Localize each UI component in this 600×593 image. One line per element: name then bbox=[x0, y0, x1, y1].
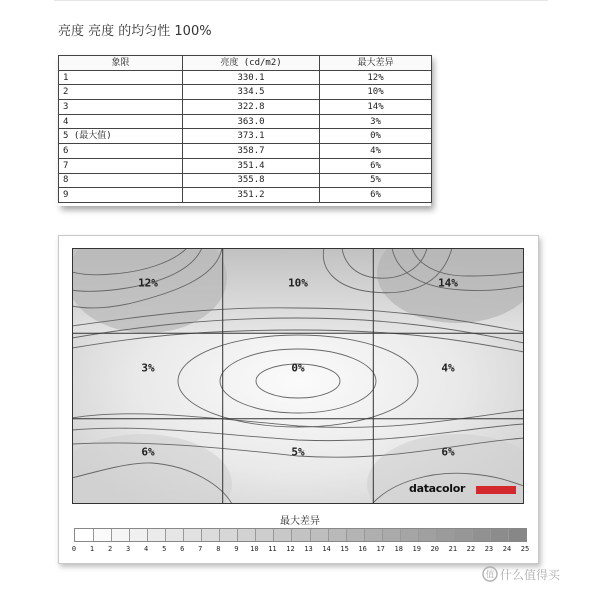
luminance-cell: 351.2 bbox=[183, 188, 320, 203]
datacolor-logo-text: datacolor bbox=[409, 482, 466, 495]
quadrant-cell: 1 bbox=[59, 70, 183, 85]
scale-tick-label: 7 bbox=[198, 545, 203, 553]
scale-swatch bbox=[310, 529, 329, 541]
luminance-table bbox=[58, 55, 432, 203]
cell-label-4: 3% bbox=[141, 361, 155, 375]
scale-swatch bbox=[111, 529, 130, 541]
quadrant-cell: 2 bbox=[59, 85, 183, 100]
scale-tick-label: 23 bbox=[484, 545, 494, 553]
table-row bbox=[59, 100, 432, 115]
scale-tick-label: 4 bbox=[144, 545, 149, 553]
page-title: 亮度 亮度 的均匀性 100% bbox=[58, 24, 212, 39]
quadrant-cell: 6 bbox=[59, 144, 183, 159]
scale-swatch bbox=[255, 529, 274, 541]
table-row bbox=[59, 114, 432, 129]
top-divider bbox=[54, 0, 548, 1]
scale-swatch bbox=[273, 529, 292, 541]
table-row bbox=[59, 144, 432, 159]
diff-cell: 4% bbox=[320, 144, 432, 159]
scale-swatch bbox=[165, 529, 184, 541]
watermark-text: 什么值得买 bbox=[500, 568, 561, 582]
luminance-cell: 322.8 bbox=[183, 100, 320, 115]
scale-tick-label: 13 bbox=[304, 545, 313, 553]
scale-swatch bbox=[201, 529, 220, 541]
luminance-cell: 334.5 bbox=[183, 85, 320, 100]
diff-cell: 12% bbox=[320, 70, 432, 85]
scale-swatch bbox=[454, 529, 473, 541]
scale-swatch bbox=[147, 529, 166, 541]
luminance-cell: 355.8 bbox=[183, 173, 320, 188]
scale-tick-label: 22 bbox=[466, 545, 476, 553]
table-row bbox=[59, 70, 432, 85]
scale-tick-label: 1 bbox=[89, 545, 95, 553]
scale-tick-label: 8 bbox=[216, 545, 221, 553]
cell-label-7: 6% bbox=[141, 445, 155, 459]
quadrant-cell: 3 bbox=[59, 100, 183, 115]
scale-swatch bbox=[418, 529, 437, 541]
scale-tick-label: 25 bbox=[520, 545, 530, 553]
scale-swatch bbox=[129, 529, 148, 541]
scale-swatch bbox=[382, 529, 401, 541]
cell-label-6: 4% bbox=[441, 361, 455, 375]
scale-swatch bbox=[490, 529, 509, 541]
table-row bbox=[59, 129, 432, 144]
scale-tick-label: 2 bbox=[107, 545, 113, 553]
luminance-cell: 358.7 bbox=[183, 144, 320, 159]
table-row bbox=[59, 158, 432, 173]
cell-label-8: 5% bbox=[291, 445, 305, 459]
scale-swatch bbox=[508, 529, 527, 541]
cell-label-3: 14% bbox=[438, 276, 458, 290]
scale-tick-label: 20 bbox=[430, 545, 440, 553]
quadrant-cell: 9 bbox=[59, 188, 183, 203]
scale-swatch bbox=[93, 529, 112, 541]
scale-tick-label: 16 bbox=[358, 545, 367, 553]
diff-cell: 3% bbox=[320, 114, 432, 129]
diff-cell: 5% bbox=[320, 173, 432, 188]
cell-label-9: 6% bbox=[441, 445, 455, 459]
scale-tick-label: 15 bbox=[340, 545, 349, 553]
scale-swatch bbox=[436, 529, 455, 541]
diff-cell: 14% bbox=[320, 100, 432, 115]
scale-tick-label: 19 bbox=[412, 545, 421, 553]
scale-tick-label: 21 bbox=[448, 545, 458, 553]
scale-tick-label: 5 bbox=[162, 545, 167, 553]
scale-tick-label: 24 bbox=[502, 545, 512, 553]
scale-swatch bbox=[237, 529, 256, 541]
scale-swatch bbox=[400, 529, 419, 541]
scale-swatch bbox=[346, 529, 365, 541]
zhi-logo-icon bbox=[482, 566, 498, 582]
scale-swatch bbox=[328, 529, 347, 541]
scale-tick-label: 9 bbox=[234, 545, 239, 553]
header-luminance: 亮度 (cd/m2) bbox=[183, 56, 320, 71]
scale-swatch bbox=[472, 529, 491, 541]
difference-scale-bar bbox=[74, 528, 527, 542]
scale-tick-label: 12 bbox=[286, 545, 295, 553]
quadrant-cell: 4 bbox=[59, 114, 183, 129]
scale-tick-label: 18 bbox=[394, 545, 403, 553]
scale-tick-label: 14 bbox=[322, 545, 331, 553]
scale-swatch bbox=[183, 529, 202, 541]
datacolor-logo-bar bbox=[476, 486, 516, 494]
cell-label-2: 10% bbox=[288, 276, 308, 290]
table-header-row bbox=[59, 56, 432, 71]
luminance-cell: 330.1 bbox=[183, 70, 320, 85]
diff-cell: 6% bbox=[320, 188, 432, 203]
quadrant-cell: 7 bbox=[59, 158, 183, 173]
scale-title: 最大差异 bbox=[280, 516, 320, 527]
scale-swatch bbox=[75, 529, 93, 541]
table-row bbox=[59, 188, 432, 203]
header-quadrant: 象限 bbox=[59, 56, 183, 71]
scale-tick-label: 3 bbox=[126, 545, 131, 553]
scale-tick-label: 10 bbox=[250, 545, 259, 553]
table-row bbox=[59, 173, 432, 188]
scale-tick-label: 6 bbox=[180, 545, 185, 553]
diff-cell: 10% bbox=[320, 85, 432, 100]
scale-swatch bbox=[291, 529, 310, 541]
luminance-cell: 373.1 bbox=[183, 129, 320, 144]
luminance-table-panel bbox=[58, 55, 431, 206]
quadrant-cell: 8 bbox=[59, 173, 183, 188]
diff-cell: 0% bbox=[320, 129, 432, 144]
cell-label-1: 12% bbox=[138, 276, 158, 290]
table-row bbox=[59, 85, 432, 100]
luminance-cell: 351.4 bbox=[183, 158, 320, 173]
cell-label-5: 0% bbox=[291, 361, 305, 375]
luminance-cell: 363.0 bbox=[183, 114, 320, 129]
svg-text:值: 值 bbox=[485, 570, 495, 581]
scale-tick-label: 11 bbox=[268, 545, 277, 553]
scale-swatch bbox=[364, 529, 383, 541]
header-max-diff: 最大差异 bbox=[320, 56, 432, 71]
scale-tick-label: 17 bbox=[376, 545, 385, 553]
scale-tick-label: 0 bbox=[71, 545, 77, 553]
scale-swatch bbox=[219, 529, 238, 541]
quadrant-cell: 5 (最大值) bbox=[59, 129, 183, 144]
diff-cell: 6% bbox=[320, 158, 432, 173]
